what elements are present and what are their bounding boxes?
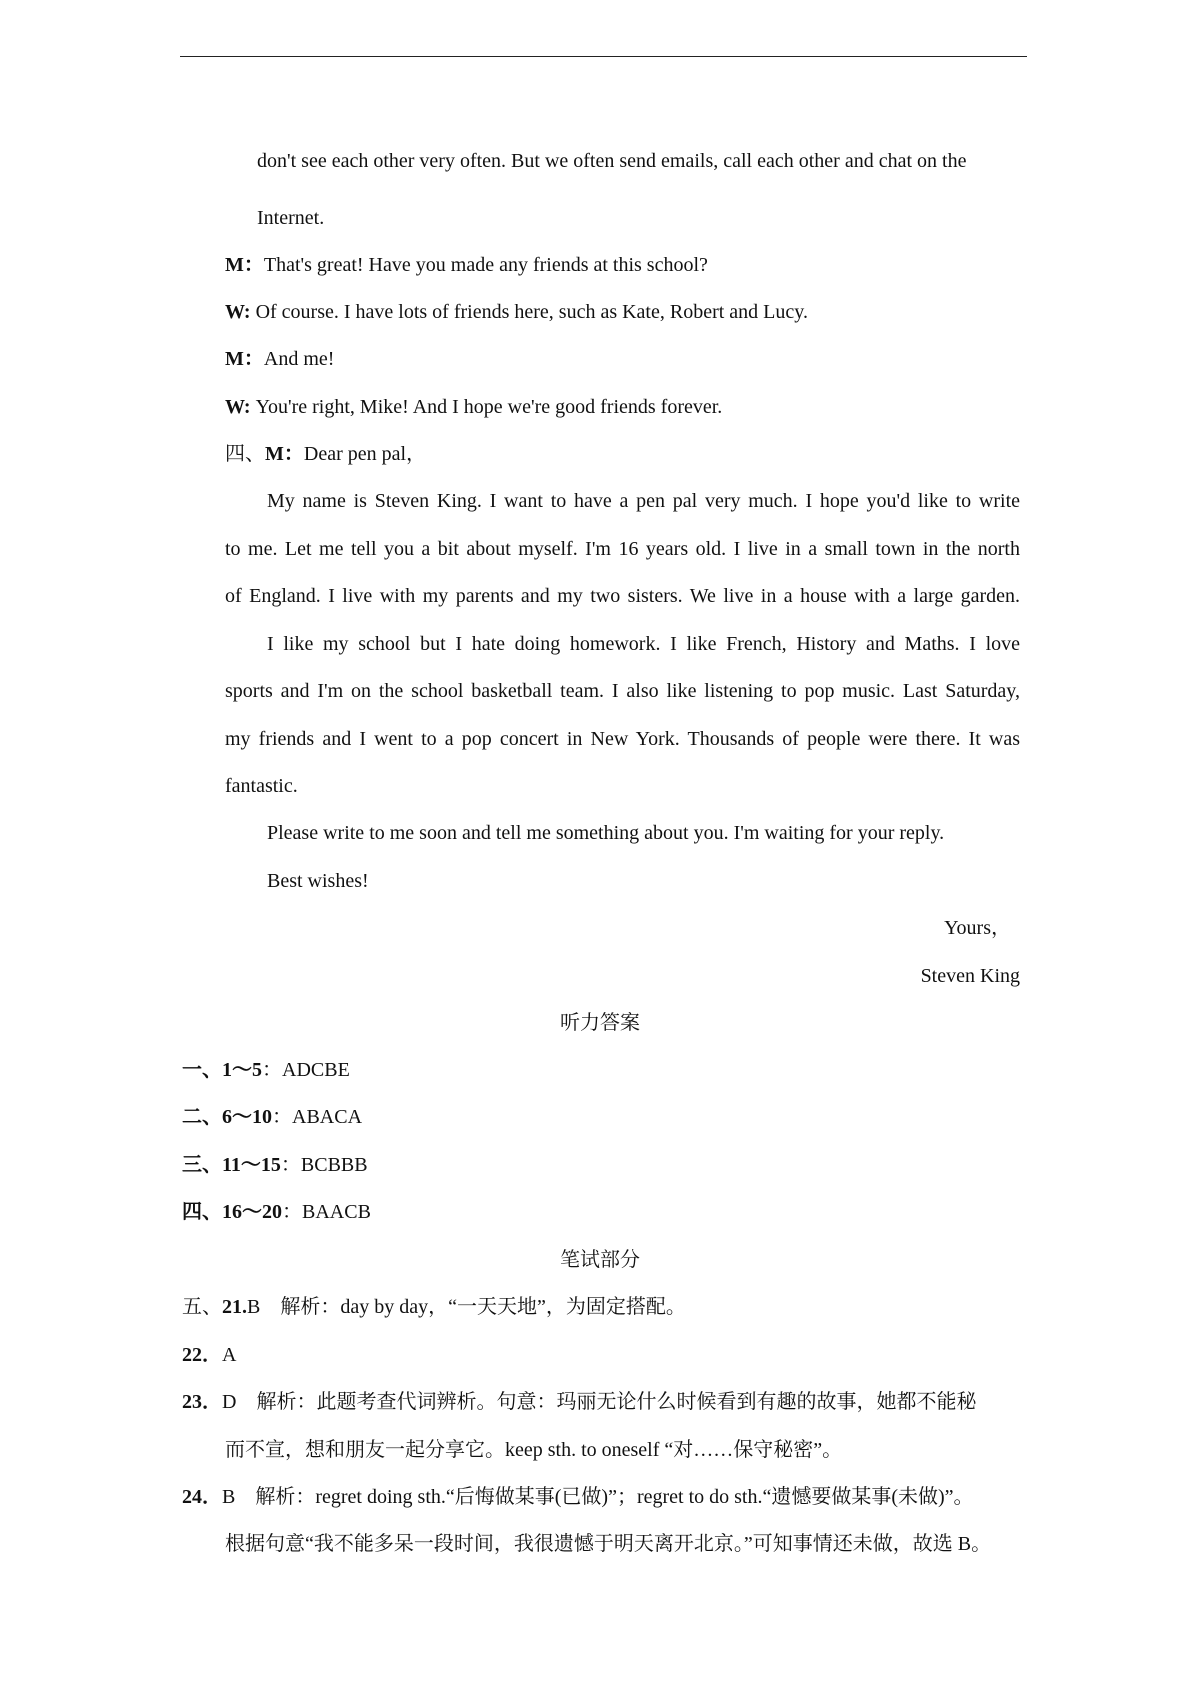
speaker-label: M：	[265, 443, 304, 465]
answer-row: 二、6～10：ABACA	[182, 1106, 363, 1128]
letter-p2-line-2: sports and I'm on the school basketball team. I also like listening to pop music. Last Saturday,	[225, 680, 1020, 702]
question-22: 22．A	[182, 1344, 237, 1366]
dialogue-line	[225, 299, 808, 325]
speaker-label: M：	[225, 348, 264, 370]
listening-answers-title: 听力答案	[560, 1012, 640, 1034]
letter-heading	[225, 441, 426, 467]
dialogue-text: That's great! Have you made any friends at this school?	[263, 254, 708, 276]
dialogue-intro-line-1: don't see each other very often. But we often send emails, call each other and chat on the	[257, 150, 967, 172]
header-rule	[180, 56, 1027, 57]
dialogue-line	[225, 252, 708, 278]
dialogue-text: And me!	[263, 348, 335, 370]
dialogue-text: You're right, Mike! And I hope we're good friends forever.	[255, 396, 723, 418]
speaker-label: W:	[225, 396, 256, 418]
letter-p3: Please write to me soon and tell me something about you. I'm waiting for your reply.	[267, 822, 945, 844]
dialogue-line	[225, 346, 334, 372]
answer-row: 三、11～15：BCBBB	[182, 1154, 368, 1176]
letter-signature: Steven King	[920, 965, 1020, 987]
answer-row: 四、16～20：BAACB	[182, 1201, 371, 1223]
speaker-label: M：	[225, 254, 264, 276]
section-prefix: 四、	[225, 443, 265, 465]
written-part-title: 笔试部分	[560, 1249, 640, 1271]
letter-yours: Yours，	[944, 917, 1011, 939]
dialogue-intro-line-2: Internet.	[257, 207, 325, 229]
letter-p2-line-4: fantastic.	[225, 775, 298, 797]
letter-p1-line-3: of England. I live with my parents and my two sisters. We live in a house with a large garden.	[225, 585, 1020, 607]
letter-p2-line-3: my friends and I went to a pop concert in New York. Thousands of people were there. It was	[225, 728, 1020, 750]
letter-p1-line-2: to me. Let me tell you a bit about myself. I'm 16 years old. I live in a small town in the north	[225, 538, 1020, 560]
question-23: 23．D 解析：此题考查代词辨析。句意：玛丽无论什么时候看到有趣的故事，她都不能秘	[182, 1391, 977, 1413]
letter-closing: Best wishes!	[267, 870, 369, 892]
letter-p1-line-1: My name is Steven King. I want to have a pen pal very much. I hope you'd like to write	[267, 490, 1020, 512]
speaker-label: W:	[225, 301, 256, 323]
question-24-line-2: 根据句意“我不能多呆一段时间，我很遗憾于明天离开北京。”可知事情还未做，故选 B。	[225, 1533, 992, 1555]
dialogue-text: Of course. I have lots of friends here, such as Kate, Robert and Lucy.	[255, 301, 808, 323]
letter-greeting: Dear pen pal，	[303, 443, 427, 465]
answer-row: 一、1～5：ADCBE	[182, 1059, 350, 1081]
question-24: 24．B 解析：regret doing sth.“后悔做某事(已做)”；regret to do sth.“遗憾要做某事(未做)”。	[182, 1486, 974, 1508]
question-21: 五、21.B 解析：day by day，“一天天地”，为固定搭配。	[182, 1296, 686, 1318]
question-23-line-2: 而不宣，想和朋友一起分享它。keep sth. to oneself “对……保守秘密”。	[225, 1439, 843, 1461]
letter-p2-line-1: I like my school but I hate doing homework. I like French, History and Maths. I love	[267, 633, 1020, 655]
dialogue-line	[225, 394, 722, 420]
